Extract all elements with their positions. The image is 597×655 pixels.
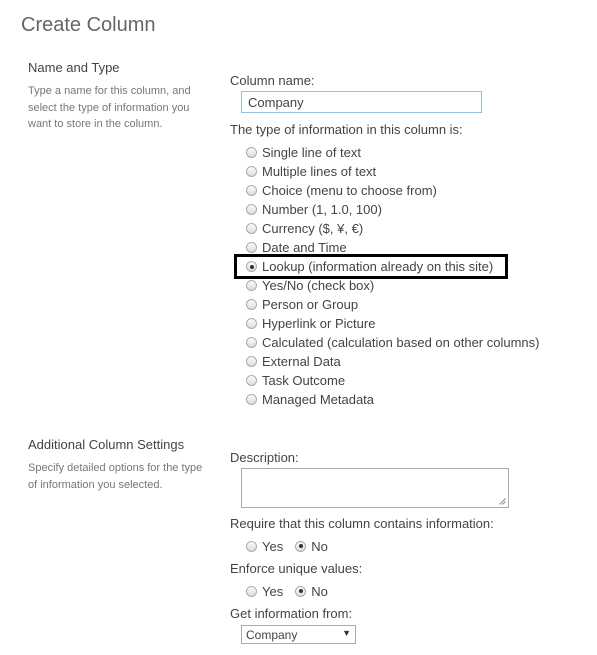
radio-button[interactable]	[246, 541, 257, 552]
section-description-name-and-type: Type a name for this column, and select the type of information you want to store in the column.	[28, 85, 191, 130]
radio-button[interactable]	[246, 394, 257, 405]
radio-button-selected[interactable]	[295, 541, 306, 552]
radio-option-label: Managed Metadata	[262, 392, 375, 407]
description-label: Description:	[230, 450, 299, 465]
section-title-name-and-type: Name and Type	[28, 60, 120, 75]
lookup-highlight-box	[234, 254, 508, 279]
radio-button[interactable]	[246, 204, 257, 215]
radio-option-hyperlink[interactable]	[246, 314, 540, 333]
resize-grip-icon[interactable]	[499, 498, 506, 505]
radio-option-external-data[interactable]	[246, 352, 540, 371]
radio-option-calculated[interactable]	[246, 333, 540, 352]
get-information-select[interactable]	[241, 625, 356, 644]
unique-no-option[interactable]	[295, 584, 328, 599]
require-radio-group	[246, 537, 340, 555]
radio-button[interactable]	[246, 147, 257, 158]
unique-values-radio-group	[246, 582, 340, 600]
radio-option-choice[interactable]	[246, 181, 540, 200]
require-no-option[interactable]	[295, 539, 328, 554]
radio-option-label: Yes/No (check box)	[262, 278, 375, 293]
require-label: Require that this column contains information:	[230, 516, 494, 531]
radio-option-label: Lookup (information already on this site)	[262, 259, 494, 274]
radio-option-task-outcome[interactable]	[246, 371, 540, 390]
require-yes-option[interactable]	[246, 539, 283, 554]
dropdown-arrow-icon: ▼	[342, 628, 351, 638]
radio-option-label: Person or Group	[262, 297, 359, 312]
radio-option-label: Number (1, 1.0, 100)	[262, 202, 382, 217]
radio-button[interactable]	[246, 223, 257, 234]
radio-button[interactable]	[246, 356, 257, 367]
radio-option-multiple-lines[interactable]	[246, 162, 540, 181]
unique-values-label: Enforce unique values:	[230, 561, 363, 576]
get-information-label: Get information from:	[230, 606, 353, 621]
radio-button[interactable]	[246, 166, 257, 177]
radio-option-currency[interactable]	[246, 219, 540, 238]
radio-button-selected[interactable]	[295, 586, 306, 597]
radio-button[interactable]	[246, 375, 257, 386]
radio-option-label: No	[311, 583, 328, 599]
radio-option-label: Multiple lines of text	[262, 164, 377, 179]
column-type-label: The type of information in this column is:	[230, 122, 463, 137]
section-description-additional-settings: Specify detailed options for the type of information you selected.	[28, 462, 203, 491]
select-value: Company	[246, 627, 298, 642]
radio-option-label: Choice (menu to choose from)	[262, 183, 437, 198]
column-name-label: Column name:	[230, 73, 315, 88]
radio-option-label: External Data	[262, 354, 341, 369]
radio-option-label: Yes	[262, 583, 284, 599]
radio-option-label: Yes	[262, 538, 284, 554]
description-textarea[interactable]	[241, 468, 509, 508]
radio-option-label: Task Outcome	[262, 373, 346, 388]
radio-option-number[interactable]	[246, 200, 540, 219]
unique-yes-option[interactable]	[246, 584, 283, 599]
radio-button[interactable]	[246, 337, 257, 348]
radio-button[interactable]	[246, 586, 257, 597]
column-name-input[interactable]	[241, 91, 482, 113]
radio-option-label: Date and Time	[262, 240, 347, 255]
radio-button[interactable]	[246, 299, 257, 310]
page-title: Create Column	[21, 14, 156, 36]
radio-option-label: Currency ($, ¥, €)	[262, 221, 364, 236]
radio-button[interactable]	[246, 185, 257, 196]
radio-option-person-group[interactable]	[246, 295, 540, 314]
section-title-additional-settings: Additional Column Settings	[28, 437, 185, 452]
radio-button[interactable]	[246, 242, 257, 253]
radio-button[interactable]	[246, 280, 257, 291]
radio-option-label: No	[311, 538, 328, 554]
radio-option-managed-metadata[interactable]	[246, 390, 540, 409]
radio-option-label: Hyperlink or Picture	[262, 316, 376, 331]
radio-button[interactable]	[246, 318, 257, 329]
radio-option-single-line[interactable]	[246, 143, 540, 162]
radio-option-label: Calculated (calculation based on other columns)	[262, 335, 540, 350]
radio-option-label: Single line of text	[262, 145, 362, 160]
